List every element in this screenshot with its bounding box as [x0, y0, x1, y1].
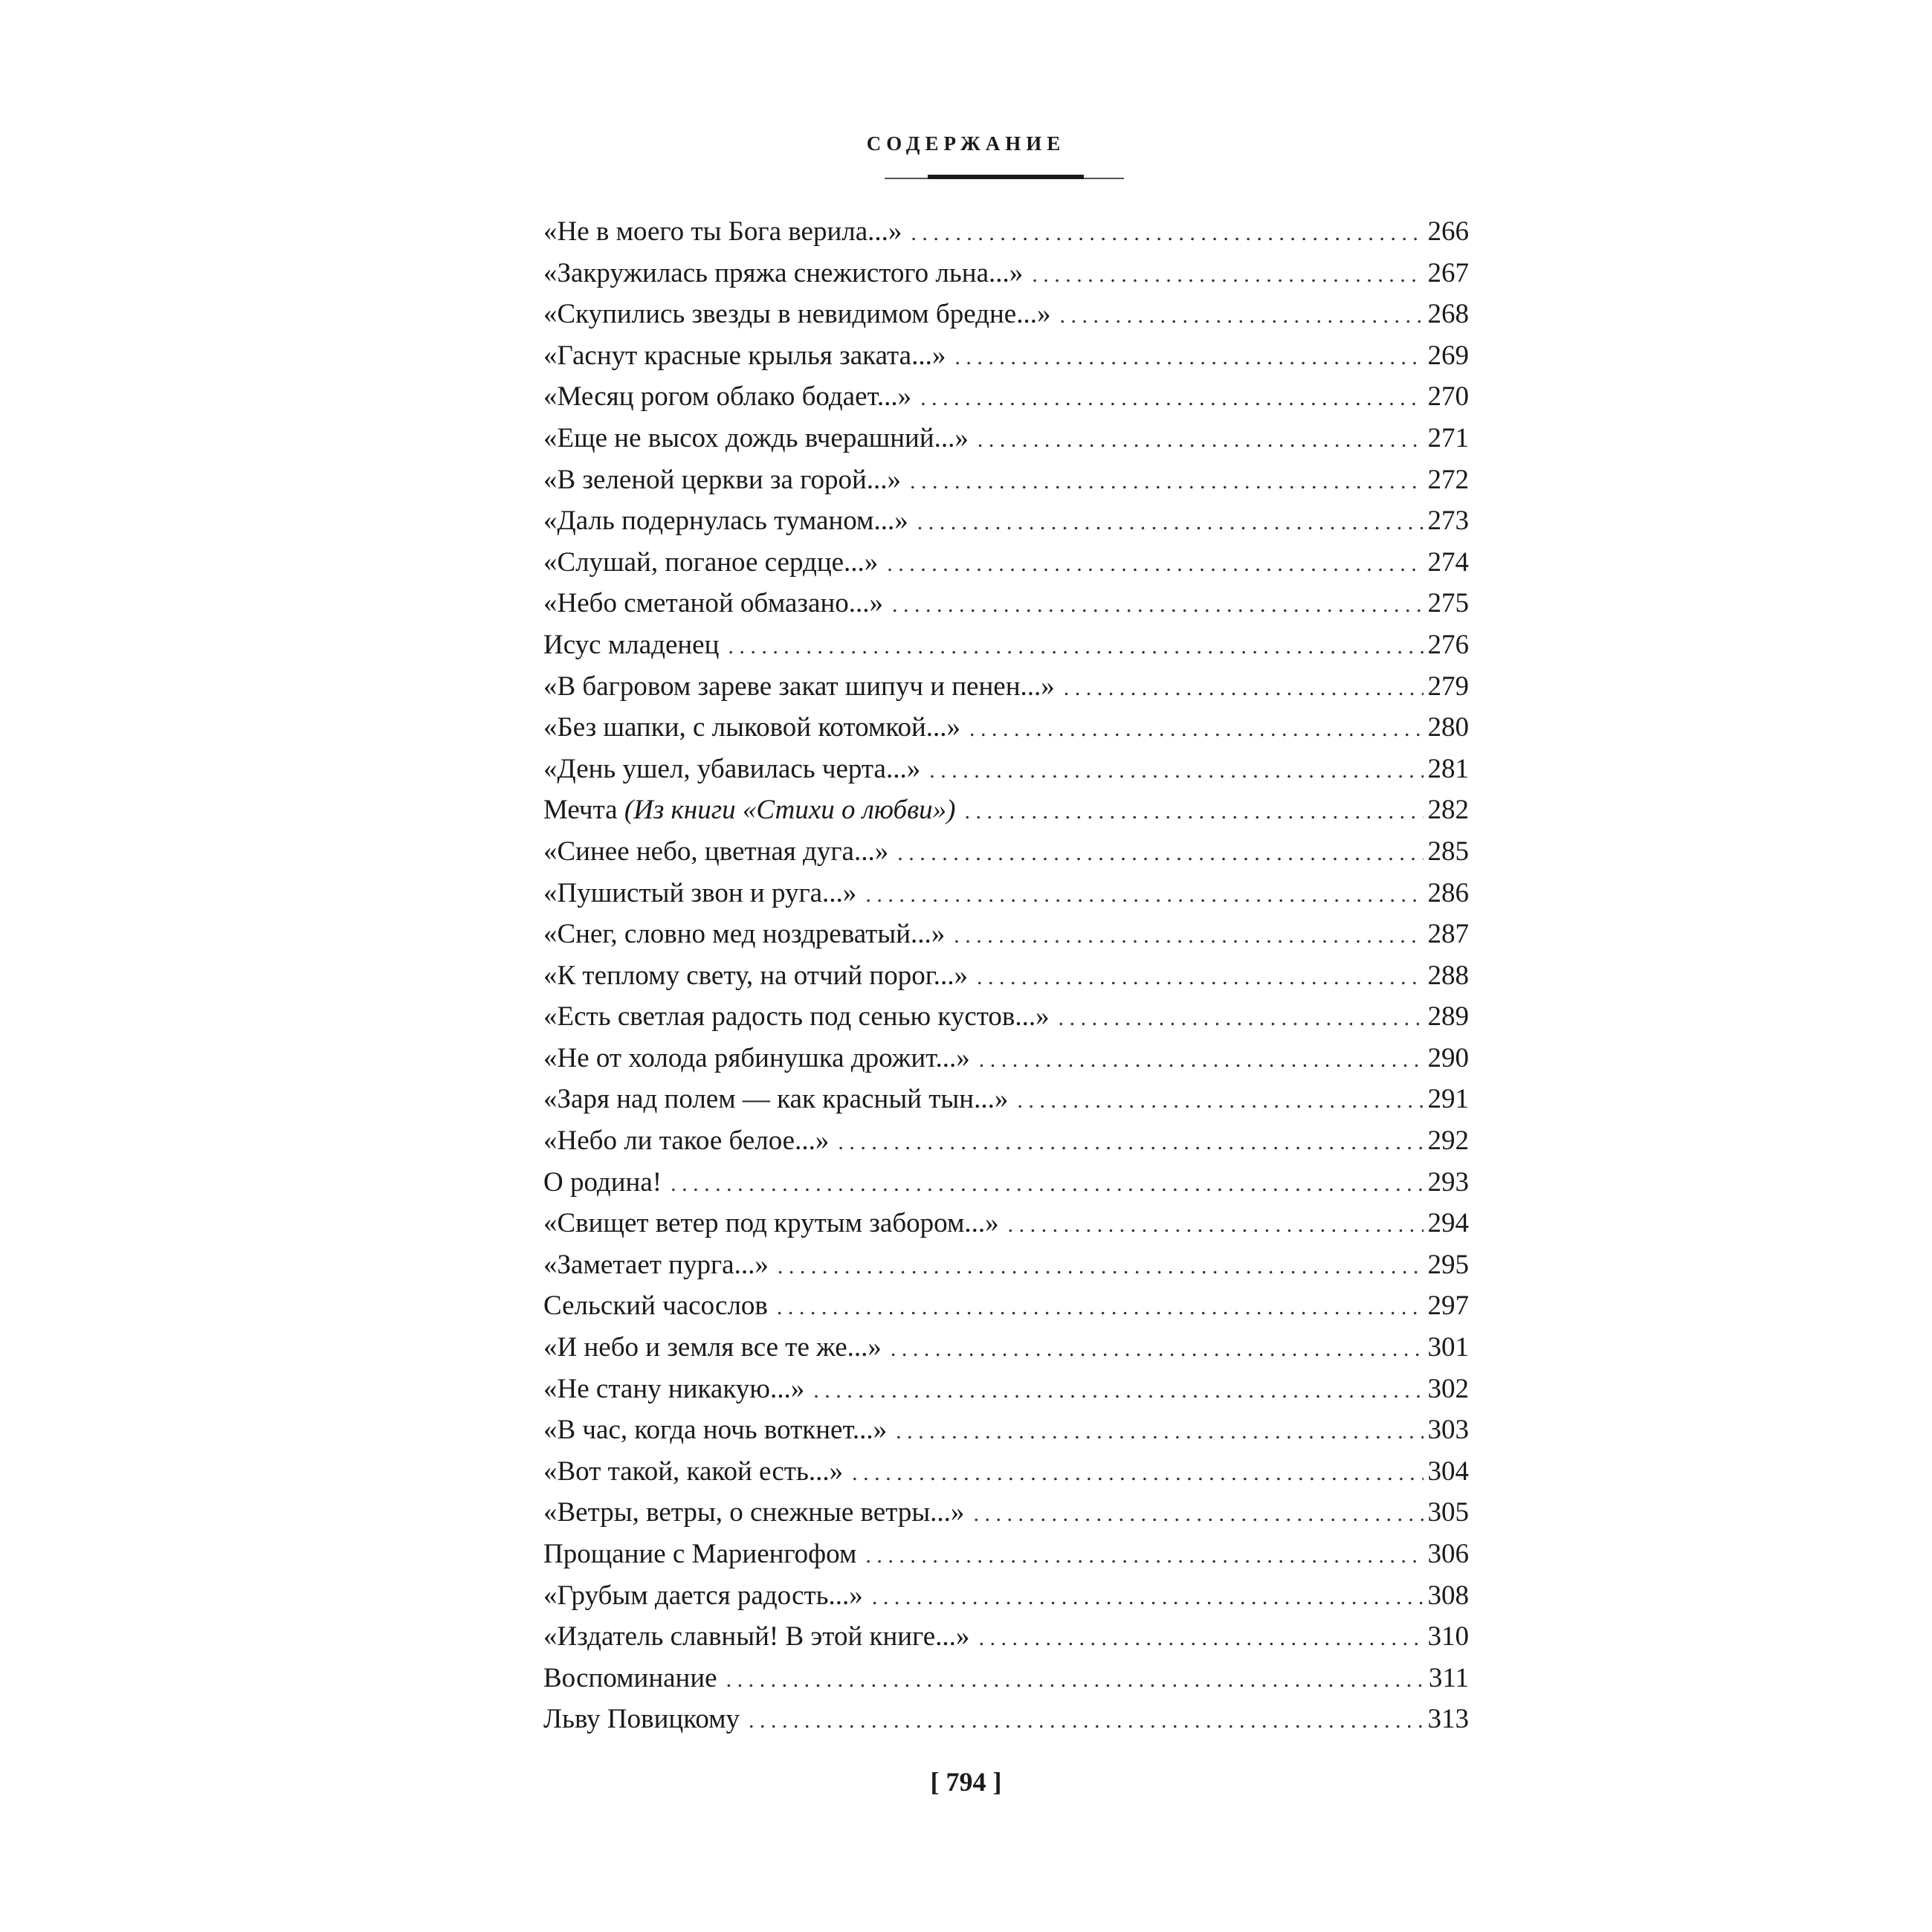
dot-leader: [917, 502, 1424, 543]
toc-entry-title-text: О родина!: [543, 1166, 662, 1198]
dot-leader: [726, 1659, 1424, 1701]
dot-leader: [978, 1618, 1423, 1659]
dot-leader: [929, 750, 1423, 792]
toc-entry-title-text: «Свищет ветер под крутым забором...»: [543, 1208, 999, 1239]
dot-leader: [813, 1370, 1423, 1412]
toc-entry-title: [543, 789, 955, 831]
toc-entry-title: [543, 749, 920, 790]
dot-leader: [892, 584, 1423, 626]
toc-entry-title-text: «Небо сметаной обмазано...»: [543, 588, 884, 619]
toc-entry: [543, 1079, 1469, 1120]
toc-entry-title: [543, 1120, 829, 1162]
toc-entry-title: [543, 873, 856, 914]
toc-entry-page: 266: [1427, 216, 1469, 247]
toc-entry-title-text: «Небо ли такое белое...»: [543, 1125, 830, 1157]
toc-entry: [543, 1658, 1469, 1699]
toc-entry-title-text: «Без шапки, с лыковой котомкой...»: [543, 712, 960, 743]
toc-entry: [543, 376, 1469, 418]
toc-entry-title-text: «Не стану никакую...»: [543, 1373, 805, 1404]
dot-leader: [910, 461, 1423, 503]
toc-entry: [543, 1369, 1469, 1410]
toc-entry-page: 281: [1427, 753, 1469, 784]
toc-entry-page: 303: [1427, 1415, 1469, 1446]
toc-entry-page: 313: [1427, 1704, 1469, 1735]
dot-leader: [865, 874, 1423, 916]
toc-entry-title: [543, 1203, 999, 1244]
toc-entry-title: [543, 500, 908, 542]
dot-leader: [896, 1411, 1423, 1453]
toc-entry-title-text: «Закружилась пряжа снежистого льна...»: [543, 257, 1024, 288]
toc-entry-page: 310: [1427, 1621, 1469, 1652]
toc-entry-title-text: «Грубым дается радость...»: [543, 1580, 863, 1611]
toc-entry-page: 301: [1427, 1332, 1469, 1363]
toc-entry: [543, 1409, 1469, 1451]
dot-leader: [728, 626, 1423, 668]
toc-entry-title-text: «Есть светлая радость под сенью кустов...»: [543, 1001, 1050, 1033]
toc-entry-title-text: «День ушел, убавилась черта...»: [543, 753, 921, 784]
toc-entry-title: [543, 1492, 964, 1534]
dot-leader: [1059, 998, 1424, 1039]
toc-entry: [543, 1616, 1469, 1658]
toc-entry-page: 293: [1427, 1166, 1469, 1198]
dot-leader: [954, 915, 1423, 957]
toc-entry-note: (Из книги «Стихи о любви»): [624, 795, 956, 826]
toc-entry-title-text: «Вот такой, какой есть...»: [543, 1456, 844, 1487]
toc-entry-title-text: «Ветры, ветры, о снежные ветры...»: [543, 1497, 965, 1528]
toc-entry-page: 276: [1427, 629, 1469, 660]
dot-leader: [891, 1328, 1424, 1370]
dot-leader: [978, 419, 1424, 461]
toc-entry-title: [543, 253, 1023, 294]
toc-entry-title: [543, 418, 969, 459]
toc-entry: [543, 1327, 1469, 1369]
toc-entry: [543, 1699, 1469, 1740]
toc-entry-page: 294: [1427, 1208, 1469, 1239]
toc-entry: [543, 253, 1469, 294]
toc-entry-page: 304: [1427, 1456, 1469, 1487]
toc-entry: [543, 1492, 1469, 1534]
dot-leader: [838, 1122, 1423, 1163]
dot-leader: [1017, 1080, 1423, 1122]
toc-entry: [543, 1575, 1469, 1617]
toc-entry: [543, 1534, 1469, 1575]
toc-entry-page: 269: [1427, 340, 1469, 371]
toc-entry-title-text: «Слушай, поганое сердце...»: [543, 546, 879, 578]
dot-leader: [977, 957, 1424, 998]
toc-entry: [543, 1203, 1469, 1244]
toc-entry: [543, 707, 1469, 749]
toc-entry: [543, 1451, 1469, 1493]
toc-entry: [543, 831, 1469, 873]
toc-entry-page: 302: [1427, 1373, 1469, 1404]
toc-entry-title-text: «Синее небо, цветная дуга...»: [543, 836, 889, 867]
toc-entry-title-text: «Пушистый звон и руга...»: [543, 877, 857, 908]
toc-entry-title-text: «Даль подернулась туманом...»: [543, 505, 908, 537]
toc-entry: [543, 294, 1469, 335]
toc-entry-title-text: «В багровом зареве закат шипуч и пенен...»: [543, 671, 1055, 702]
toc-entry: [543, 749, 1469, 790]
toc-entry-page: 270: [1427, 381, 1469, 413]
dot-leader: [920, 378, 1423, 419]
toc-entry-title: [543, 666, 1055, 708]
toc-entry-page: 268: [1427, 299, 1469, 330]
toc-entry-title-text: «Скупились звезды в невидимом бредне...»: [543, 299, 1051, 330]
toc-entry-title-text: Льву Повицкому: [543, 1704, 740, 1735]
toc-entry-title: [543, 1038, 970, 1079]
toc-entry: [543, 418, 1469, 459]
toc-entry-title-text: «К теплому свету, на отчий порог...»: [543, 960, 968, 991]
toc-entry-title: [543, 1616, 969, 1658]
toc-entry-page: 280: [1427, 712, 1469, 743]
section-title: СОДЕРЖАНИЕ: [866, 132, 1066, 155]
toc-entry-title-text: «Не в моего ты Бога верила...»: [543, 216, 902, 247]
toc-entry-title-text: «И небо и земля все те же...»: [543, 1332, 882, 1363]
dot-leader: [1059, 295, 1423, 337]
toc-entry-title-text: «В зеленой церкви за горой...»: [543, 464, 902, 495]
table-of-contents: [543, 211, 1469, 1740]
dot-leader: [954, 337, 1423, 378]
toc-entry-page: 282: [1427, 795, 1469, 826]
toc-entry: [543, 211, 1469, 253]
toc-entry-title-text: «Не от холода рябинушка дрожит...»: [543, 1042, 970, 1073]
toc-entry-page: 311: [1428, 1662, 1469, 1693]
toc-entry-page: 272: [1427, 464, 1469, 495]
toc-entry-page: 288: [1427, 960, 1469, 991]
toc-entry: [543, 459, 1469, 501]
toc-entry-title-text: Прощание с Мариенгофом: [543, 1539, 857, 1569]
toc-entry: [543, 1244, 1469, 1286]
toc-entry-page: 306: [1427, 1539, 1469, 1569]
toc-entry-title-text: «Снег, словно мед ноздреватый...»: [543, 919, 946, 950]
toc-entry-title-text: «В час, когда ночь воткнет...»: [543, 1415, 888, 1446]
toc-entry-page: 274: [1427, 546, 1469, 578]
toc-entry-page: 267: [1427, 257, 1469, 288]
toc-entry: [543, 583, 1469, 624]
toc-entry-title-text: «Заря над полем — как красный тын...»: [543, 1084, 1009, 1115]
toc-entry: [543, 542, 1469, 584]
toc-entry-title: [543, 1699, 740, 1740]
toc-entry-title-text: Сельский часослов: [543, 1290, 768, 1322]
toc-entry-page: 290: [1427, 1042, 1469, 1073]
toc-entry: [543, 500, 1469, 542]
toc-entry-title: [543, 294, 1050, 335]
dot-leader: [1008, 1204, 1424, 1246]
toc-entry-title: [543, 1285, 768, 1327]
toc-entry: [543, 914, 1469, 955]
toc-entry-page: 271: [1427, 422, 1469, 453]
toc-entry: [543, 666, 1469, 708]
toc-entry-page: 275: [1427, 588, 1469, 619]
toc-entry-page: 286: [1427, 877, 1469, 908]
toc-entry-page: 297: [1427, 1290, 1469, 1322]
dot-leader: [897, 833, 1423, 874]
toc-entry: [543, 873, 1469, 914]
dot-leader: [865, 1535, 1423, 1577]
toc-entry: [543, 1162, 1469, 1204]
toc-entry: [543, 1285, 1469, 1327]
toc-entry-title: [543, 1658, 717, 1699]
dot-leader: [969, 708, 1424, 750]
toc-entry-title: [543, 1079, 1008, 1120]
toc-entry: [543, 996, 1469, 1038]
toc-entry-page: 308: [1427, 1580, 1469, 1611]
toc-entry-page: 291: [1427, 1084, 1469, 1115]
toc-entry-title: [543, 955, 968, 997]
toc-entry-title: [543, 1327, 882, 1369]
toc-entry-title: [543, 1162, 662, 1204]
dot-leader: [749, 1700, 1423, 1742]
toc-entry: [543, 789, 1469, 831]
dot-leader: [872, 1577, 1424, 1618]
dot-leader: [852, 1453, 1423, 1494]
toc-entry: [543, 335, 1469, 377]
toc-entry-title-text: Воспоминание: [543, 1662, 717, 1693]
page-number: [ 794 ]: [930, 1767, 1002, 1797]
toc-entry-page: 285: [1427, 836, 1469, 867]
toc-entry-title: [543, 1575, 863, 1617]
toc-entry-title: [543, 1244, 769, 1286]
toc-entry-title: [543, 624, 719, 666]
dot-leader: [671, 1163, 1423, 1205]
header-rule-thick: [928, 175, 1084, 179]
toc-entry-title-text: «Гаснут красные крылья заката...»: [543, 340, 946, 371]
toc-entry-title: [543, 1534, 856, 1575]
toc-entry-page: 292: [1427, 1125, 1469, 1157]
toc-entry: [543, 624, 1469, 666]
toc-entry-title: [543, 542, 878, 584]
toc-entry-title-text: «Еще не высох дождь вчерашний...»: [543, 422, 969, 453]
toc-entry-title: [543, 914, 945, 955]
toc-entry-title: [543, 335, 946, 377]
toc-entry-title: [543, 583, 883, 624]
toc-entry-title-text: «Издатель славный! В этой книге...»: [543, 1621, 970, 1652]
toc-entry-title: [543, 1369, 804, 1410]
toc-entry-title: [543, 376, 911, 418]
toc-entry: [543, 955, 1469, 997]
toc-entry-page: 287: [1427, 919, 1469, 950]
toc-entry-title: [543, 707, 960, 749]
toc-entry-title-text: «Заметает пурга...»: [543, 1249, 769, 1280]
dot-leader: [887, 543, 1423, 585]
toc-entry: [543, 1038, 1469, 1079]
toc-entry-title-text: Исус младенец: [543, 629, 720, 660]
toc-entry-page: 295: [1427, 1249, 1469, 1280]
toc-entry-title: [543, 459, 901, 501]
dot-leader: [1064, 668, 1424, 709]
toc-entry: [543, 1120, 1469, 1162]
dot-leader: [979, 1039, 1424, 1081]
toc-entry-page: 279: [1427, 671, 1469, 702]
toc-entry-page: 273: [1427, 505, 1469, 537]
dot-leader: [777, 1287, 1424, 1328]
dot-leader: [973, 1493, 1423, 1535]
toc-entry-title: [543, 1451, 843, 1493]
dot-leader: [911, 213, 1423, 254]
page-header: [0, 132, 1932, 155]
toc-entry-title-text: Мечта: [543, 795, 618, 826]
toc-entry-page: 289: [1427, 1001, 1469, 1033]
toc-entry-title: [543, 831, 888, 873]
toc-entry-title: [543, 996, 1050, 1038]
dot-leader: [1032, 254, 1423, 296]
toc-entry-title: [543, 1409, 887, 1451]
toc-entry-page: 305: [1427, 1497, 1469, 1528]
dot-leader: [964, 791, 1423, 833]
toc-entry-title: [543, 211, 902, 253]
toc-entry-title-text: «Месяц рогом облако бодает...»: [543, 381, 912, 413]
dot-leader: [778, 1246, 1424, 1288]
